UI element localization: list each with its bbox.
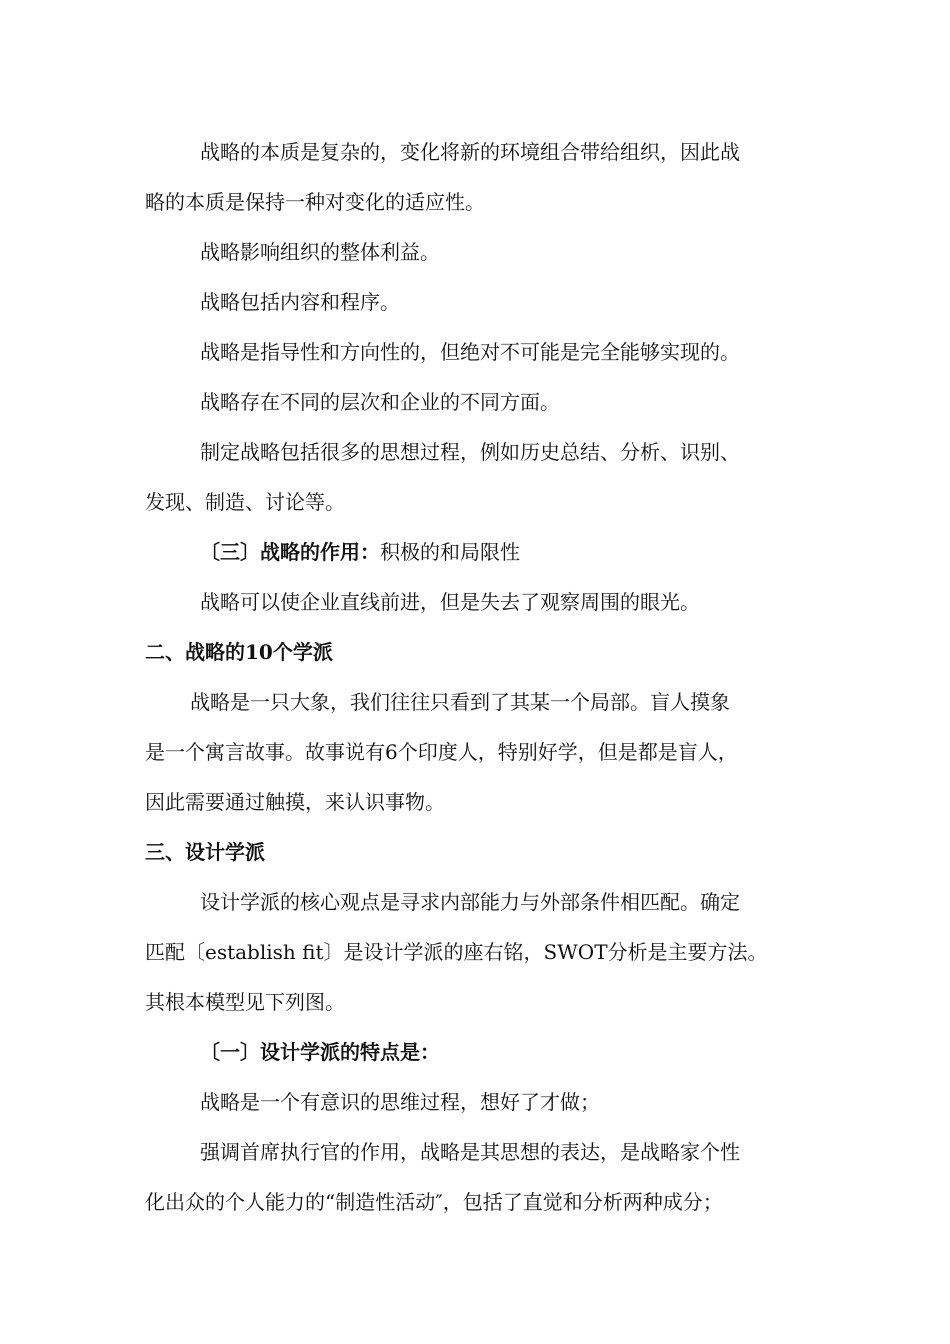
paragraph-line: 战略影响组织的整体利益。 — [200, 240, 440, 264]
subheading-line — [200, 540, 520, 564]
paragraph-line: 战略是一只大象，我们往往只看到了其某一个局部。盲人摸象 — [190, 690, 730, 714]
paragraph-line: 略的本质是保持一种对变化的适应性。 — [145, 190, 485, 214]
paragraph-line: 其根本模型见下列图。 — [145, 990, 345, 1014]
section-heading: 二、战略的10个学派 — [145, 640, 333, 664]
paragraph-line: 是一个寓言故事。故事说有6个印度人，特别好学，但是都是盲人， — [145, 740, 738, 764]
paragraph-line: 战略存在不同的层次和企业的不同方面。 — [200, 390, 560, 414]
paragraph-line: 发现、制造、讨论等。 — [145, 490, 345, 514]
subheading: 〔一〕设计学派的特点是： — [200, 1040, 440, 1064]
paragraph-line: 战略包括内容和程序。 — [200, 290, 400, 314]
section-heading: 三、设计学派 — [145, 840, 265, 864]
paragraph-line: 强调首席执行官的作用，战略是其思想的表达，是战略家个性 — [200, 1140, 740, 1164]
paragraph-line: 匹配〔establish fit〕是设计学派的座右铭，SWOT分析是主要方法。 — [145, 940, 768, 964]
paragraph-line: 战略的本质是复杂的，变化将新的环境组合带给组织，因此战 — [200, 140, 740, 164]
paragraph-line: 战略可以使企业直线前进，但是失去了观察周围的眼光。 — [200, 590, 700, 614]
paragraph-line: 设计学派的核心观点是寻求内部能力与外部条件相匹配。确定 — [200, 890, 740, 914]
subheading-text: 积极的和局限性 — [380, 540, 520, 564]
paragraph-line: 化出众的个人能力的“制造性活动″，包括了直觉和分析两种成分； — [145, 1190, 723, 1214]
paragraph-line: 制定战略包括很多的思想过程，例如历史总结、分析、识别、 — [200, 440, 740, 464]
subheading-label: 〔三〕战略的作用： — [200, 540, 380, 564]
paragraph-line: 战略是一个有意识的思维过程，想好了才做； — [200, 1090, 600, 1114]
paragraph-line: 因此需要通过触摸，来认识事物。 — [145, 790, 445, 814]
paragraph-line: 战略是指导性和方向性的，但绝对不可能是完全能够实现的。 — [200, 340, 740, 364]
